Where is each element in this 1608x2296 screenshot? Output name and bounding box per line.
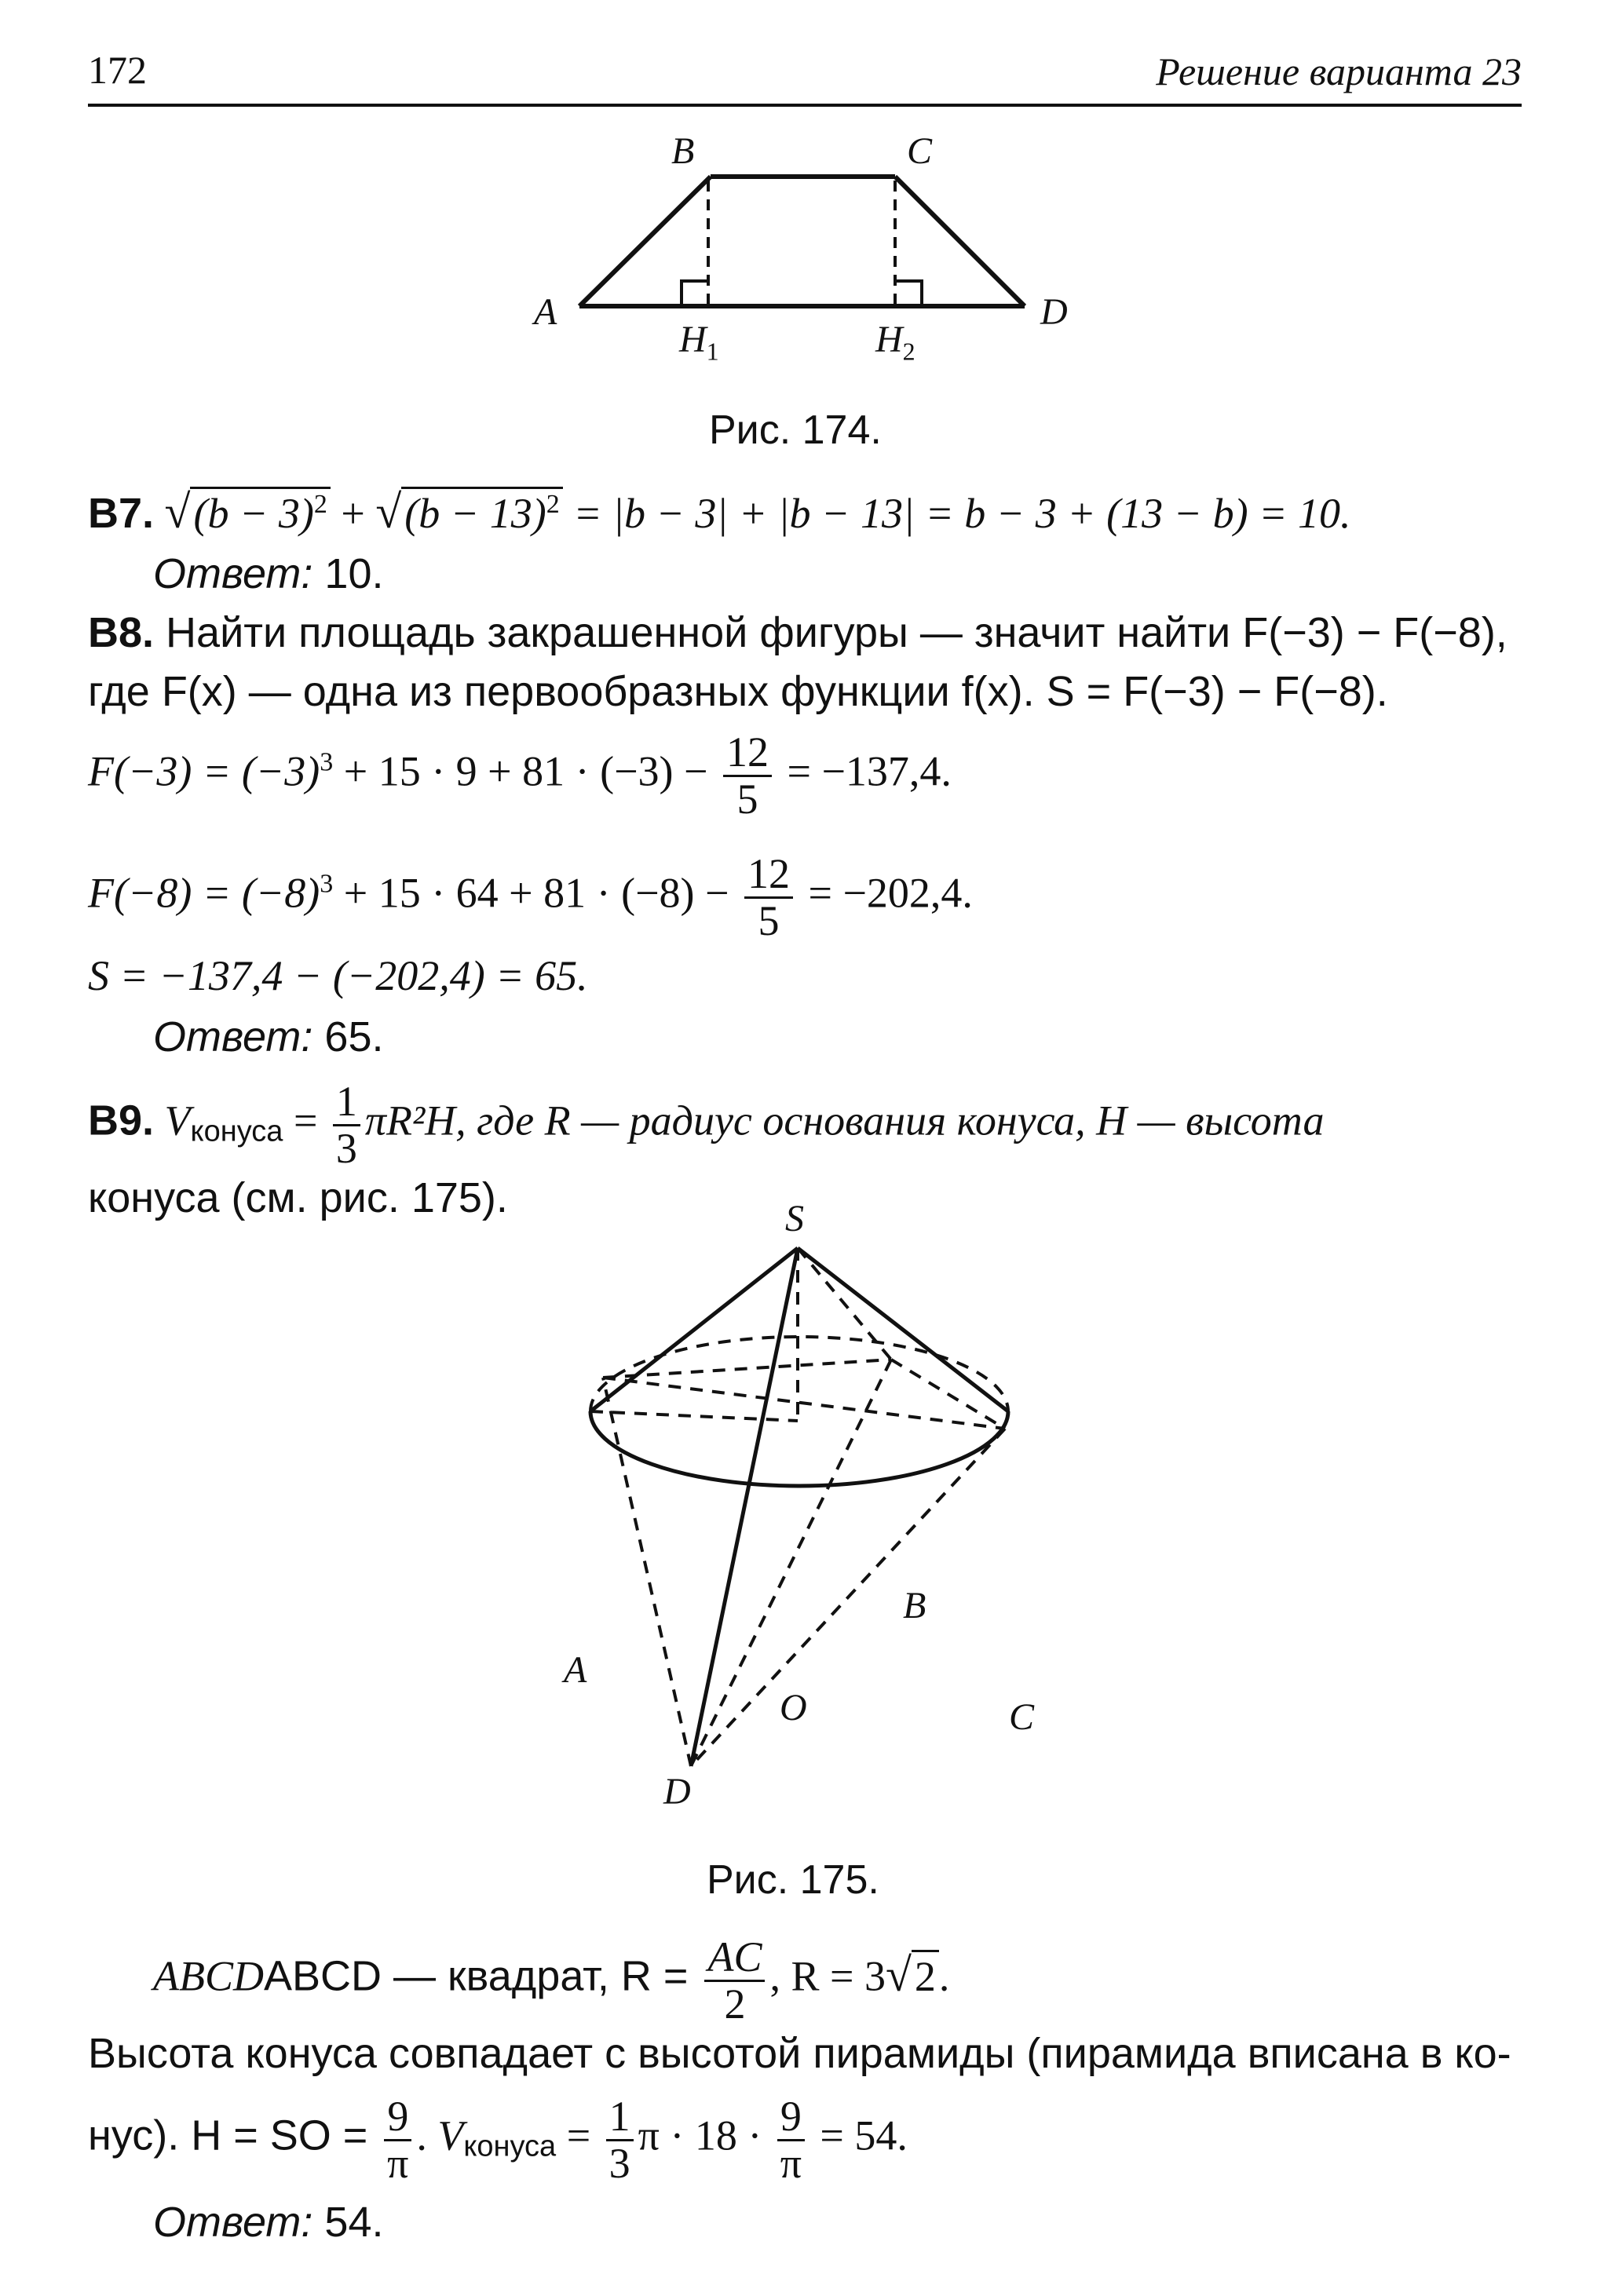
b9-answer: Ответ: 54. xyxy=(153,2199,384,2246)
label-B-cone: B xyxy=(903,1585,926,1626)
label-D-cone: D xyxy=(663,1771,691,1812)
b9-height-line-1: Высота конуса совпадает с высотой пирамиды (пирамида вписана в ко- xyxy=(88,2030,1511,2077)
figure-175-caption: Рис. 175. xyxy=(707,1857,879,1903)
b7-equation: B7. $√(b - 3)^2 + √(b - 13)^2 = |b - 3| + |b - 13| = b - 3 + (13 - b) = 10$. xyxy=(88,486,1351,538)
b8-line-2: где F(x) — одна из первообразных функции f(x). S = F(−3) − F(−8). xyxy=(88,668,1388,715)
b8-area: S = −137,4 − (−202,4) = 65. xyxy=(88,952,588,999)
label-A: A xyxy=(534,291,557,333)
label-H2: $H_2$ xyxy=(875,319,915,366)
b7-answer: Ответ: 10. xyxy=(153,550,384,597)
page-number: 172 xyxy=(88,48,147,92)
label-S: S xyxy=(785,1198,804,1239)
b9-square-radius: ABCDABCD — квадрат, R = $\frac{AC}{2}$ , R = 3√2. xyxy=(153,1933,950,2028)
running-title: Решение варианта 23 xyxy=(1156,49,1522,93)
label-B: B xyxy=(671,130,695,172)
label-C: C xyxy=(907,130,933,172)
b8-line-1: B8. Найти площадь закрашенной фигуры — значит найти F(−3) − F(−8), xyxy=(88,609,1508,656)
b8-f-minus8: $F(-8) = (-8)^3 + 15 \cdot 64 + 81 \cdot (-8)$ − $\frac{12}{5}$ = −202,4. xyxy=(88,850,973,944)
label-C-cone: C xyxy=(1009,1696,1035,1738)
figure-174-caption: Рис. 174. xyxy=(709,407,882,453)
b8-f-minus3: $F(-3) = (-3)^3 + 15 \cdot 9 + 81 \cdot (-3)$ − $\frac{12}{5}$ = −137,4. xyxy=(88,728,952,823)
label-O-cone: O xyxy=(780,1687,807,1728)
label-H1: $H_1$ xyxy=(679,319,719,366)
sqrt-sign: √ xyxy=(164,486,191,538)
b9-formula: B9. Vконуса = $\frac{1}{3}$ πR²H, где R — радиус основания конуса, H — высота xyxy=(88,1078,1325,1172)
b9-height-line-2: нус). H = SO = $\frac{9}{\pi}$ . Vконуса = $\frac{1}{3}$ π · 18 · $\frac{9}{\pi}$ = 54. xyxy=(88,2093,908,2187)
label-D: D xyxy=(1040,291,1068,333)
b9-line-2: конуса (см. рис. 175). xyxy=(88,1174,508,1221)
b8-answer: Ответ: 65. xyxy=(153,1013,384,1060)
problem-number: B7. xyxy=(88,490,155,537)
label-A-cone: A xyxy=(564,1649,587,1691)
sqrt-sign: √ xyxy=(375,486,402,538)
